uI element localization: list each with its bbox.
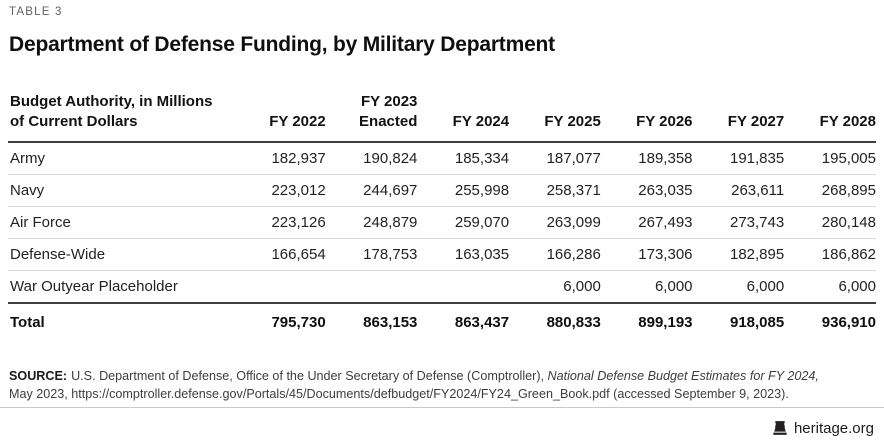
column-header-fy2022: FY 2022: [234, 92, 326, 142]
cell-navy-fy2028: 268,895: [784, 175, 876, 207]
row-label-total: Total: [10, 314, 45, 331]
cell-army-fy2027: 191,835: [693, 142, 785, 175]
source-text-2: May 2023, https://comptroller.defense.gov/Portals/45/Documents/defbudget/FY2024/FY24_Green_Book.pdf (accessed September 9, 2023).: [9, 387, 789, 401]
cell-war-fy2026: 6,000: [601, 271, 693, 304]
cell-total-fy2022: 795,730: [271, 314, 326, 331]
cell-defense-wide-fy2026: 173,306: [601, 239, 693, 271]
column-header-fy2025: FY 2025: [509, 92, 601, 142]
liberty-bell-icon: [772, 421, 788, 436]
brand-name: heritage.org: [793, 420, 874, 437]
row-label-army: Army: [8, 142, 234, 175]
column-header-fy2027: FY 2027: [693, 92, 785, 142]
source-publication-title: National Defense Budget Estimates for FY 2024,: [547, 369, 819, 383]
cell-total-fy2026: 899,193: [638, 314, 693, 331]
cell-defense-wide-fy2023: 178,753: [326, 239, 418, 271]
table-row-war-outyear-placeholder: [8, 271, 876, 304]
cell-navy-fy2024: 255,998: [417, 175, 509, 207]
table-row-navy: [8, 175, 876, 207]
cell-air-force-fy2026: 267,493: [601, 207, 693, 239]
cell-war-fy2023: [326, 271, 418, 304]
cell-navy-fy2027: 263,611: [693, 175, 785, 207]
table-row-air-force: [8, 207, 876, 239]
cell-war-fy2022: [234, 271, 326, 304]
cell-war-fy2024: [417, 271, 509, 304]
cell-defense-wide-fy2027: 182,895: [693, 239, 785, 271]
table-number-label: TABLE 3: [9, 6, 63, 18]
source-note: [9, 367, 876, 403]
cell-total-fy2028: 936,910: [821, 314, 876, 331]
cell-navy-fy2022: 223,012: [234, 175, 326, 207]
table-row-total: [8, 303, 876, 338]
row-label-defense-wide: Defense-Wide: [8, 239, 234, 271]
cell-total-fy2025: 880,833: [546, 314, 601, 331]
cell-defense-wide-fy2024: 163,035: [417, 239, 509, 271]
cell-war-fy2025: 6,000: [509, 271, 601, 304]
source-label: SOURCE:: [9, 369, 68, 383]
cell-air-force-fy2025: 263,099: [509, 207, 601, 239]
row-label-war-outyear-placeholder: War Outyear Placeholder: [8, 271, 234, 304]
column-header-budget-authority: Budget Authority, in Millions of Current Dollars: [8, 92, 234, 142]
cell-total-fy2024: 863,437: [454, 314, 510, 331]
cell-total-fy2027: 918,085: [729, 314, 785, 331]
cell-war-fy2028: 6,000: [784, 271, 876, 304]
source-text-1: U.S. Department of Defense, Office of the Under Secretary of Defense (Comptroller),: [71, 369, 548, 383]
column-header-fy2028: FY 2028: [784, 92, 876, 142]
cell-defense-wide-fy2025: 166,286: [509, 239, 601, 271]
cell-air-force-fy2027: 273,743: [693, 207, 785, 239]
cell-army-fy2024: 185,334: [417, 142, 509, 175]
cell-air-force-fy2024: 259,070: [417, 207, 509, 239]
column-header-fy2026: FY 2026: [601, 92, 693, 142]
cell-air-force-fy2022: 223,126: [234, 207, 326, 239]
cell-navy-fy2023: 244,697: [326, 175, 418, 207]
row-label-air-force: Air Force: [8, 207, 234, 239]
cell-army-fy2028: 195,005: [784, 142, 876, 175]
table-row-army: [8, 142, 876, 175]
table-title: Department of Defense Funding, by Military Department: [9, 33, 555, 56]
funding-table: [8, 92, 876, 338]
cell-defense-wide-fy2022: 166,654: [234, 239, 326, 271]
cell-defense-wide-fy2028: 186,862: [784, 239, 876, 271]
column-header-fy2023-enacted: FY 2023 Enacted: [326, 92, 418, 142]
cell-total-fy2023: 863,153: [363, 314, 418, 331]
table-row-defense-wide: [8, 239, 876, 271]
cell-air-force-fy2028: 280,148: [784, 207, 876, 239]
column-header-fy2024: FY 2024: [417, 92, 509, 142]
footer: [0, 407, 884, 445]
cell-army-fy2022: 182,937: [234, 142, 326, 175]
cell-war-fy2027: 6,000: [693, 271, 785, 304]
cell-army-fy2023: 190,824: [326, 142, 418, 175]
cell-army-fy2025: 187,077: [509, 142, 601, 175]
cell-navy-fy2025: 258,371: [509, 175, 601, 207]
cell-air-force-fy2023: 248,879: [326, 207, 418, 239]
row-label-navy: Navy: [8, 175, 234, 207]
cell-army-fy2026: 189,358: [601, 142, 693, 175]
brand-row: [0, 408, 884, 445]
header-row: [8, 92, 876, 142]
cell-navy-fy2026: 263,035: [601, 175, 693, 207]
